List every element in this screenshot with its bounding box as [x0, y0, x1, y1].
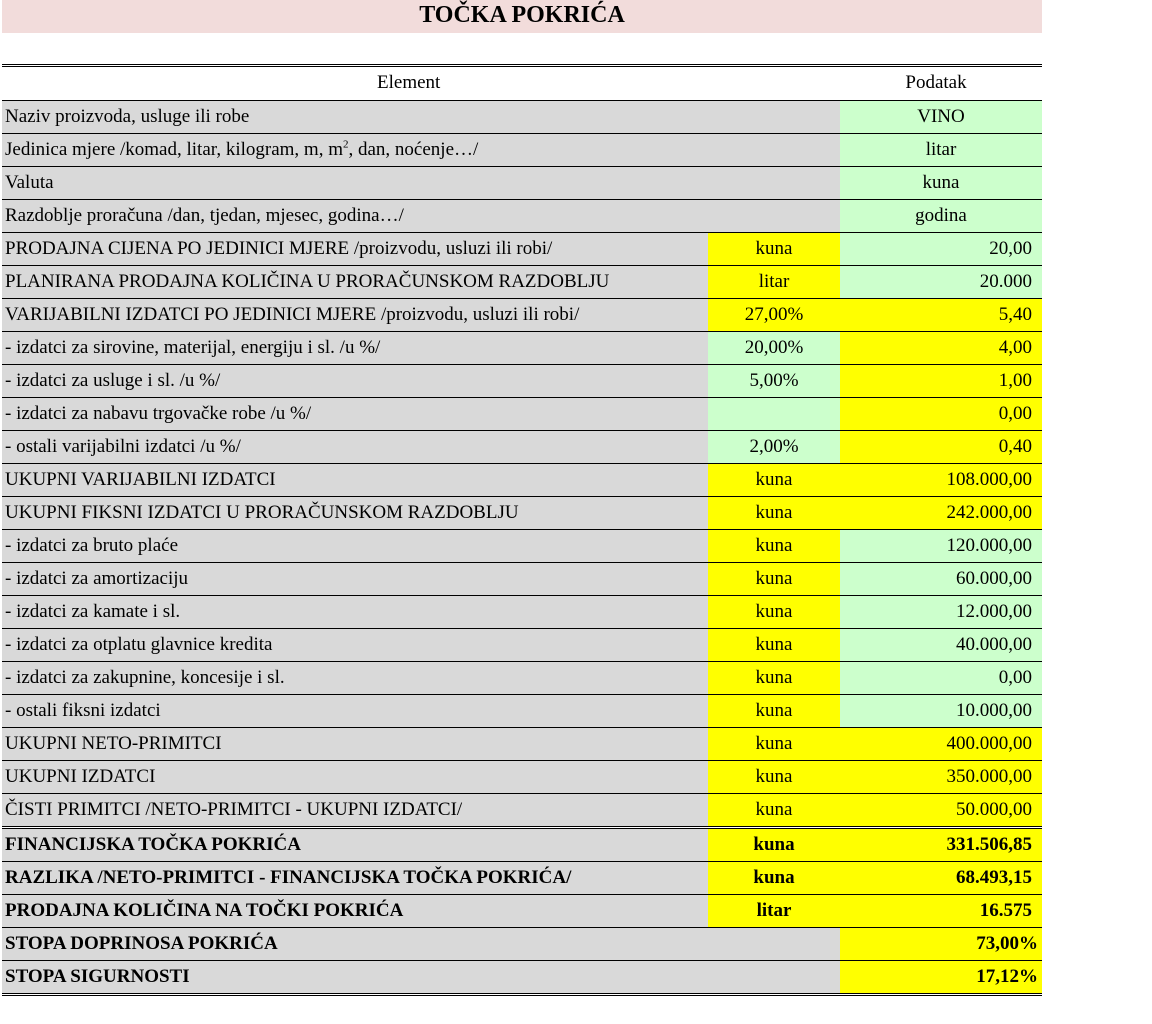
row-label[interactable]: - izdatci za sirovine, materijal, energiju i sl. /u %/ — [2, 332, 708, 364]
row-unit[interactable]: kuna — [708, 794, 840, 826]
row-value[interactable]: 73,00% — [840, 928, 1042, 960]
sheet-title: TOČKA POKRIĆA — [2, 0, 1042, 33]
table-row — [2, 299, 1042, 332]
label-text: Jedinica mjere /komad, litar, kilogram, m, m — [5, 139, 343, 160]
header-element[interactable]: Element — [377, 72, 441, 93]
row-label[interactable]: UKUPNI VARIJABILNI IZDATCI — [2, 464, 708, 496]
row-label[interactable]: PRODAJNA CIJENA PO JEDINICI MJERE /proizvodu, usluzi ili robi/ — [2, 233, 708, 265]
row-label[interactable]: - ostali fiksni izdatci — [2, 695, 708, 727]
row-value[interactable]: 242.000,00 — [840, 497, 1042, 529]
row-label[interactable]: Valuta — [2, 167, 840, 199]
row-label[interactable]: RAZLIKA /NETO-PRIMITCI - FINANCIJSKA TOČKA POKRIĆA/ — [2, 862, 708, 894]
row-unit[interactable]: 5,00% — [708, 365, 840, 397]
row-value[interactable]: 400.000,00 — [840, 728, 1042, 760]
row-label[interactable]: - izdatci za otplatu glavnice kredita — [2, 629, 708, 661]
table-row — [2, 530, 1042, 563]
row-label[interactable]: PRODAJNA KOLIČINA NA TOČKI POKRIĆA — [2, 895, 708, 927]
header-podatak[interactable]: Podatak — [905, 72, 967, 93]
table-row — [2, 200, 1042, 233]
row-unit[interactable]: kuna — [708, 829, 840, 861]
row-label[interactable]: - ostali varijabilni izdatci /u %/ — [2, 431, 708, 463]
row-label[interactable]: STOPA DOPRINOSA POKRIĆA — [2, 928, 840, 960]
row-label[interactable]: UKUPNI FIKSNI IZDATCI U PRORAČUNSKOM RAZDOBLJU — [2, 497, 708, 529]
row-unit[interactable]: 2,00% — [708, 431, 840, 463]
row-value[interactable]: 12.000,00 — [840, 596, 1042, 628]
row-label[interactable]: - izdatci za zakupnine, koncesije i sl. — [2, 662, 708, 694]
row-unit[interactable]: kuna — [708, 530, 840, 562]
table-row — [2, 365, 1042, 398]
row-value[interactable]: 0,00 — [840, 398, 1042, 430]
table-row — [2, 563, 1042, 596]
row-label[interactable]: PLANIRANA PRODAJNA KOLIČINA U PRORAČUNSKOM RAZDOBLJU — [2, 266, 708, 298]
row-unit[interactable]: kuna — [708, 629, 840, 661]
table-row — [2, 928, 1042, 961]
row-value[interactable]: 40.000,00 — [840, 629, 1042, 661]
row-label[interactable]: - izdatci za nabavu trgovačke robe /u %/ — [2, 398, 708, 430]
row-value[interactable]: 350.000,00 — [840, 761, 1042, 793]
table-row — [2, 332, 1042, 365]
row-value[interactable]: 68.493,15 — [840, 862, 1042, 894]
row-label[interactable]: UKUPNI NETO-PRIMITCI — [2, 728, 708, 760]
row-label[interactable]: STOPA SIGURNOSTI — [2, 961, 840, 993]
row-label[interactable]: Naziv proizvoda, usluge ili robe — [2, 101, 840, 133]
table-row — [2, 829, 1042, 862]
row-unit[interactable]: kuna — [708, 464, 840, 496]
label-superscript: 2 — [342, 138, 349, 151]
row-unit[interactable]: kuna — [708, 761, 840, 793]
row-value[interactable]: 17,12% — [840, 961, 1042, 993]
row-label[interactable]: - izdatci za bruto plaće — [2, 530, 708, 562]
header-row — [2, 67, 1042, 101]
row-label[interactable]: - izdatci za amortizaciju — [2, 563, 708, 595]
row-label[interactable]: - izdatci za kamate i sl. — [2, 596, 708, 628]
row-unit[interactable]: kuna — [708, 662, 840, 694]
row-unit[interactable]: kuna — [708, 233, 840, 265]
row-value[interactable]: 20.000 — [840, 266, 1042, 298]
row-label[interactable]: Razdoblje proračuna /dan, tjedan, mjesec, godina…/ — [2, 200, 840, 232]
table-row — [2, 662, 1042, 695]
table-row — [2, 497, 1042, 530]
label-text: , dan, noćenje…/ — [348, 139, 479, 160]
table-row — [2, 794, 1042, 829]
table-row — [2, 629, 1042, 662]
table-row — [2, 233, 1042, 266]
table-row — [2, 464, 1042, 497]
table-row — [2, 134, 1042, 167]
row-value[interactable]: 0,40 — [840, 431, 1042, 463]
row-value[interactable]: 1,00 — [840, 365, 1042, 397]
row-value[interactable]: 50.000,00 — [840, 794, 1042, 826]
row-value[interactable]: 0,00 — [840, 662, 1042, 694]
table-row — [2, 895, 1042, 928]
row-unit[interactable]: kuna — [708, 497, 840, 529]
table-row — [2, 266, 1042, 299]
row-unit[interactable]: kuna — [708, 862, 840, 894]
row-value[interactable]: 60.000,00 — [840, 563, 1042, 595]
row-unit[interactable]: kuna — [708, 596, 840, 628]
break-even-table — [2, 64, 1042, 996]
row-label[interactable]: VARIJABILNI IZDATCI PO JEDINICI MJERE /proizvodu, usluzi ili robi/ — [2, 299, 708, 331]
row-value[interactable]: godina — [840, 200, 1042, 232]
row-value[interactable]: 5,40 — [840, 299, 1042, 331]
table-row — [2, 862, 1042, 895]
row-label[interactable]: UKUPNI IZDATCI — [2, 761, 708, 793]
row-unit[interactable]: 27,00% — [708, 299, 840, 331]
row-value[interactable]: 4,00 — [840, 332, 1042, 364]
row-unit[interactable]: kuna — [708, 563, 840, 595]
row-value[interactable]: 120.000,00 — [840, 530, 1042, 562]
row-value[interactable]: 108.000,00 — [840, 464, 1042, 496]
row-unit[interactable]: kuna — [708, 728, 840, 760]
row-label[interactable]: ČISTI PRIMITCI /NETO-PRIMITCI - UKUPNI IZDATCI/ — [2, 794, 708, 826]
row-label[interactable] — [2, 134, 840, 166]
table-row — [2, 398, 1042, 431]
table-row — [2, 596, 1042, 629]
row-value[interactable]: VINO — [840, 101, 1042, 133]
table-row — [2, 961, 1042, 996]
table-row — [2, 761, 1042, 794]
row-unit[interactable]: 20,00% — [708, 332, 840, 364]
table-row — [2, 431, 1042, 464]
row-unit[interactable] — [708, 398, 840, 430]
row-label[interactable]: - izdatci za usluge i sl. /u %/ — [2, 365, 708, 397]
row-unit[interactable]: kuna — [708, 695, 840, 727]
row-label[interactable]: FINANCIJSKA TOČKA POKRIĆA — [2, 829, 708, 861]
table-row — [2, 101, 1042, 134]
row-value[interactable]: 331.506,85 — [840, 829, 1042, 861]
table-row — [2, 695, 1042, 728]
row-unit[interactable]: litar — [708, 266, 840, 298]
row-value[interactable]: 16.575 — [840, 895, 1042, 927]
table-row — [2, 728, 1042, 761]
row-unit[interactable]: litar — [708, 895, 840, 927]
row-value[interactable]: kuna — [840, 167, 1042, 199]
row-value[interactable]: 10.000,00 — [840, 695, 1042, 727]
row-value[interactable]: 20,00 — [840, 233, 1042, 265]
table-row — [2, 167, 1042, 200]
row-value[interactable]: litar — [840, 134, 1042, 166]
